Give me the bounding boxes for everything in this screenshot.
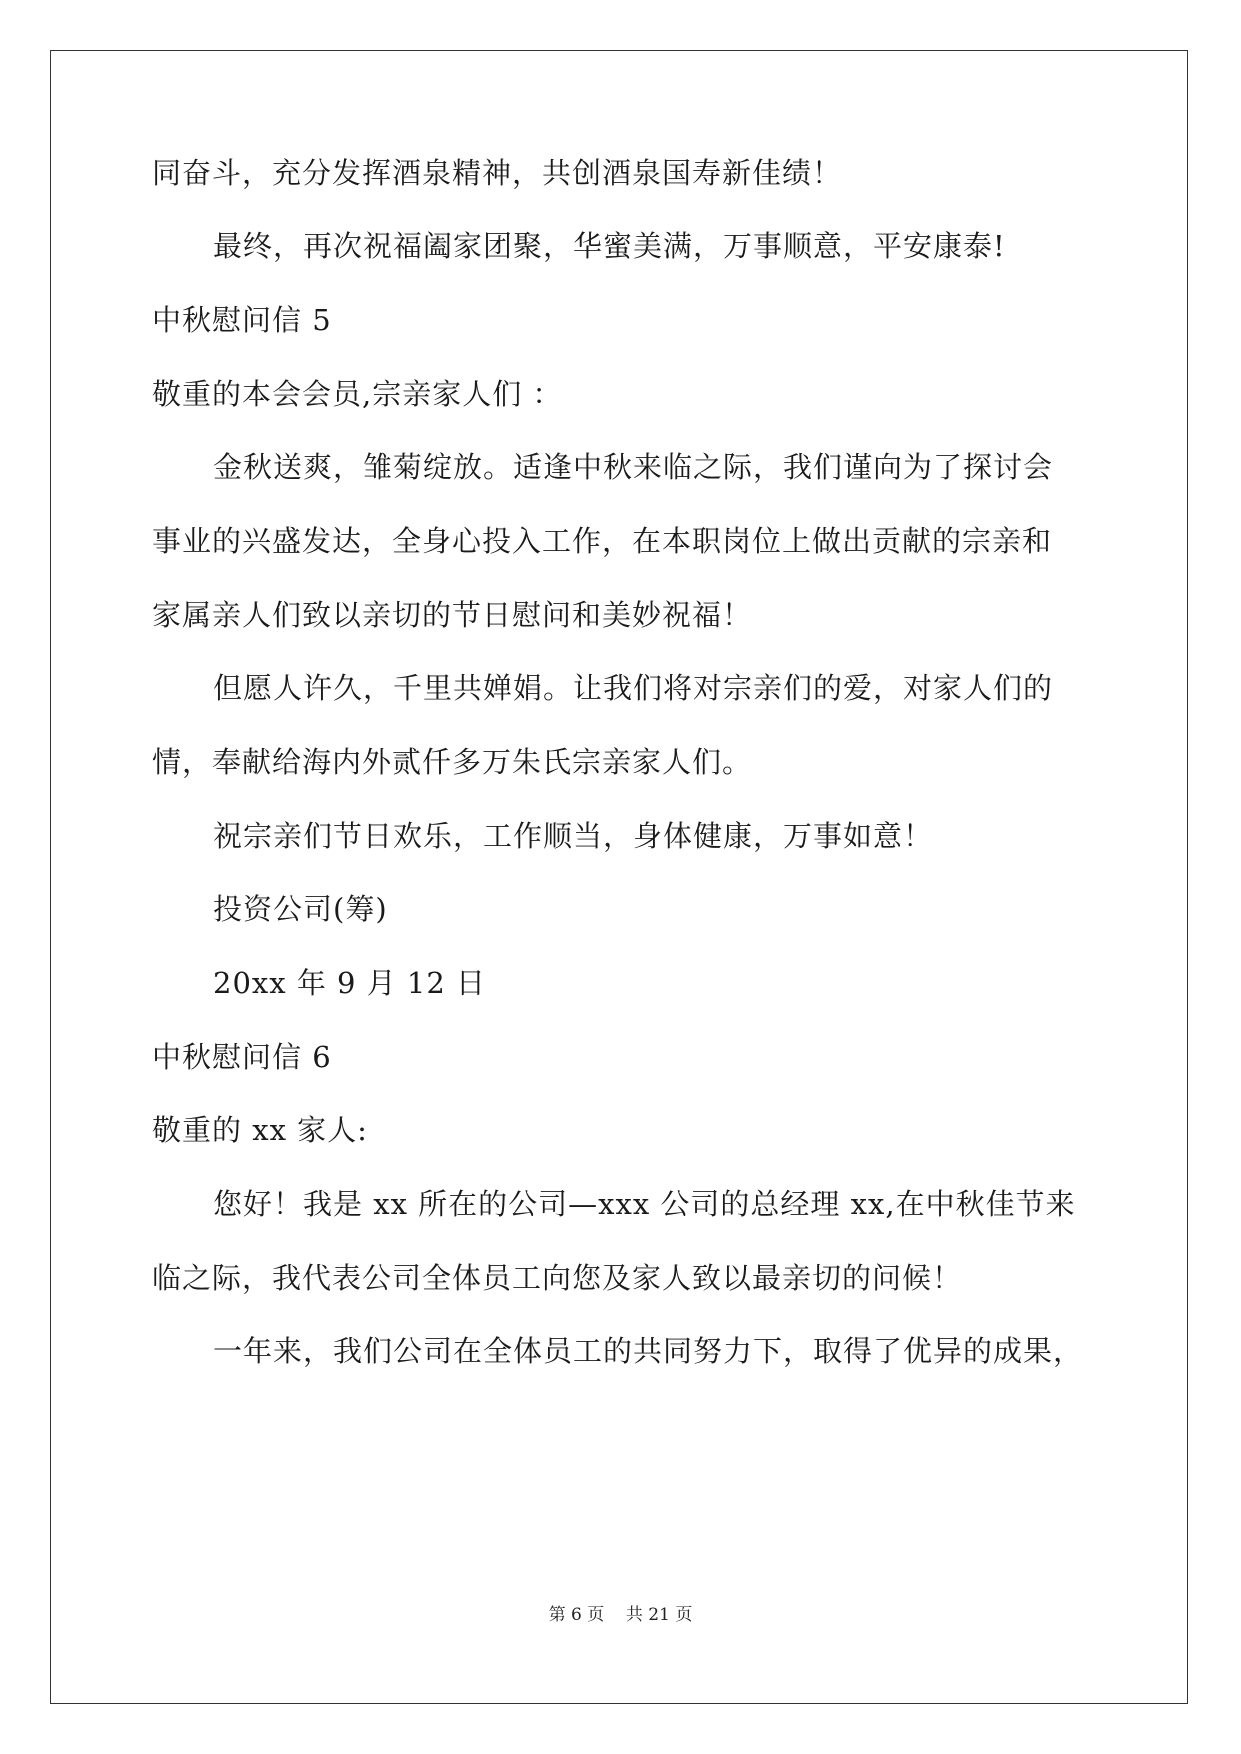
paragraph-line: 金秋送爽，雏菊绽放。适逢中秋来临之际，我们谨向为了探讨会 [213,450,1054,484]
section-heading: 中秋慰问信 6 [152,1040,332,1074]
paragraph-line: 情，奉献给海内外贰仟多万朱氏宗亲家人们。 [152,745,753,779]
paragraph-line: 临之际，我代表公司全体员工向您及家人致以最亲切的问候！ [152,1261,963,1295]
page-number: 第 6 页 [548,1605,605,1625]
paragraph-line: 最终，再次祝福阖家团聚，华蜜美满，万事顺意，平安康泰! [213,229,1006,263]
paragraph-line: 同奋斗，充分发挥酒泉精神，共创酒泉国寿新佳绩！ [152,156,843,190]
page-border [50,50,1188,1704]
footer-spacer [604,1605,626,1625]
salutation: 敬重的 xx 家人: [152,1113,368,1147]
signature-company: 投资公司(筹) [213,892,388,926]
paragraph-line: 但愿人许久，千里共婵娟。让我们将对宗亲们的爱，对家人们的 [213,671,1054,705]
paragraph-line: 祝宗亲们节日欢乐，工作顺当，身体健康，万事如意！ [213,819,934,853]
paragraph-line: 家属亲人们致以亲切的节日慰问和美妙祝福！ [152,598,753,632]
page-footer [0,1605,1241,1625]
paragraph-line: 您好！我是 xx 所在的公司—xxx 公司的总经理 xx,在中秋佳节来 [213,1187,1076,1221]
salutation: 敬重的本会会员,宗亲家人们 ： [152,377,563,411]
paragraph-line: 一年来，我们公司在全体员工的共同努力下，取得了优异的成果， [213,1334,1084,1368]
paragraph-line: 事业的兴盛发达，全身心投入工作，在本职岗位上做出贡献的宗亲和 [152,524,1053,558]
page-total: 共 21 页 [625,1605,693,1625]
section-heading: 中秋慰问信 5 [152,303,332,337]
signature-date: 20xx 年 9 月 12 日 [213,966,487,1000]
